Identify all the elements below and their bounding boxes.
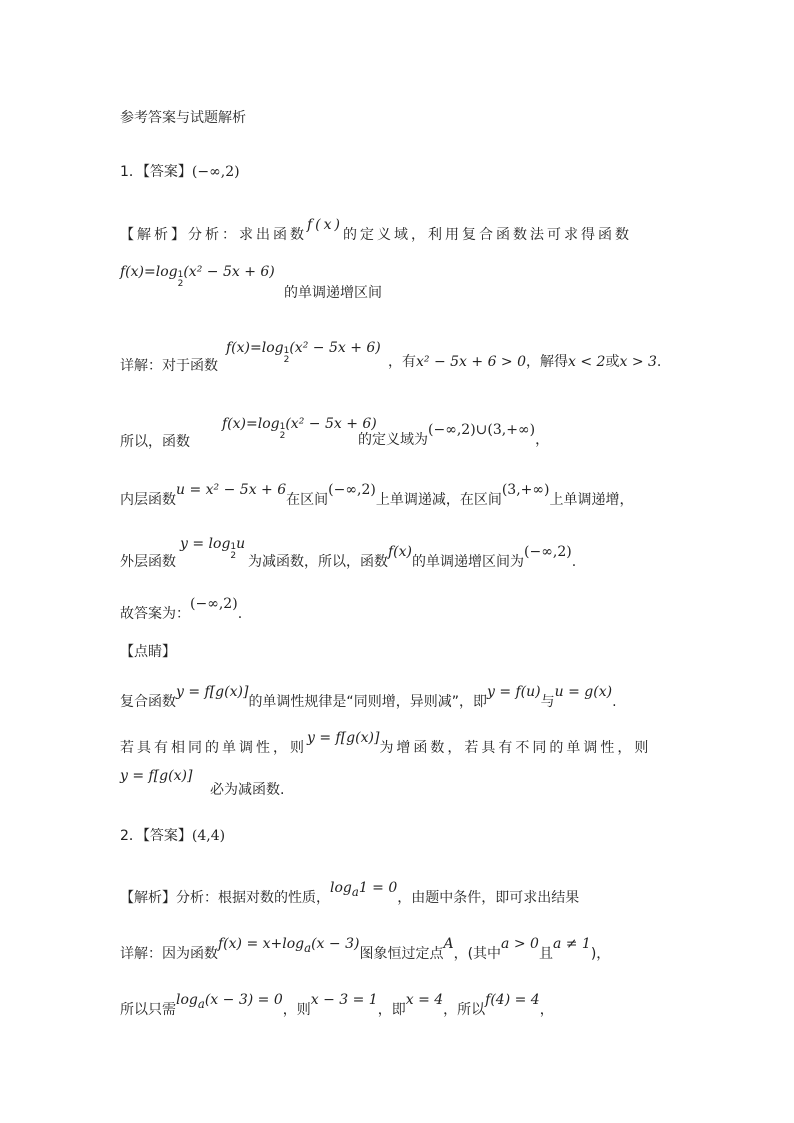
q2-solve-line [120, 992, 680, 1024]
frac-den: 2 [177, 279, 184, 289]
eq-3: f(4) = 4 [485, 992, 540, 1008]
text: 为增函数，若具有不同的单调性，则 [379, 740, 652, 756]
text: . [237, 606, 243, 622]
q1-domain-func-lhs: f(x)=log [222, 416, 280, 432]
q1-interval-dec: (−∞,2) [328, 482, 376, 498]
composite-func-2: y = f[g(x)] [307, 730, 380, 746]
text: ，有 [388, 354, 416, 370]
title-text: 参考答案与试题解析 [120, 110, 246, 126]
q1-answer-line [120, 162, 680, 182]
q1-detail-func-rhs: (x² − 5x + 6) [289, 340, 381, 356]
log-base: a [304, 940, 312, 955]
text: 内层函数 [120, 492, 176, 508]
frac-num: 1 [230, 542, 237, 552]
q1-func-rhs: (x² − 5x + 6) [183, 264, 275, 280]
text: ，所以 [443, 1002, 486, 1018]
text: 的定义域为 [358, 432, 428, 448]
q1-domain-prefix: 所以，函数 [120, 434, 190, 450]
text: . [656, 354, 662, 370]
q1-domain: (−∞,2)∪(3,+∞) [428, 422, 536, 438]
text: ， [539, 1002, 554, 1018]
frac-den: 2 [230, 551, 237, 561]
text: ， [535, 432, 550, 448]
frac-num: 1 [177, 270, 184, 280]
q1-analysis-text-2: 的定义域，利用复合函数法可求得函数 [343, 227, 633, 243]
log: log [176, 992, 198, 1008]
text: . [571, 554, 577, 570]
page-title [120, 108, 680, 128]
q1-inner-func: u = x² − 5x + 6 [176, 482, 287, 498]
frac-num: 1 [283, 346, 290, 356]
text: ，(其中 [453, 946, 502, 962]
text: ，则 [282, 1002, 311, 1018]
text: 复合函数 [120, 694, 176, 710]
dianjing-line-3 [210, 780, 770, 800]
text: 必为减函数. [210, 782, 285, 798]
q2-analysis-line [120, 880, 680, 912]
point-a: A [443, 936, 454, 952]
q1-inner-line [120, 482, 680, 510]
q1-label: 1．【答案】 [120, 164, 192, 180]
frac-num: 1 [279, 422, 286, 432]
q1-analysis-line [120, 217, 680, 245]
log-base: a [197, 996, 205, 1011]
q1-function-suffix [284, 283, 794, 303]
text: 图象恒过定点 [359, 946, 444, 962]
q2-func-rhs: (x − 3) [311, 936, 360, 952]
q2-answer-line [120, 826, 680, 846]
text: 在区间 [286, 492, 329, 508]
text: 【解析】分析：根据对数的性质， [120, 890, 330, 906]
q1-result: (−∞,2) [524, 544, 572, 560]
q1-final-answer: (−∞,2) [190, 596, 238, 612]
q1-inequality: x² − 5x + 6 > 0 [416, 354, 527, 370]
text: 且 [538, 946, 553, 962]
q2-log-prop [330, 880, 398, 899]
q1-analysis-text: 【解析】分析：求出函数 [120, 227, 307, 243]
text: 或 [605, 354, 620, 370]
q2-detail-line [120, 936, 680, 968]
log-base: a [351, 884, 359, 899]
outer-func: y = f(u) [486, 684, 541, 700]
text: ，即 [377, 1002, 406, 1018]
q1-detail-prefix: 详解：对于函数 [120, 358, 218, 374]
text: )， [590, 946, 611, 962]
q1-sol-2: x > 3 [619, 354, 657, 370]
text: 的单调性规律是“同则增，异则减”，即 [248, 694, 487, 710]
q1-domain-rest [358, 422, 794, 450]
frac-den: 2 [279, 431, 286, 441]
q1-detail-func-lhs: f(x)=log [226, 340, 284, 356]
text: 与 [540, 694, 555, 710]
q1-fx: f(x) [307, 217, 344, 233]
q1-increasing-interval-text: 的单调递增区间 [284, 285, 382, 301]
q1-sol-1: x < 2 [568, 354, 606, 370]
eq-1: x − 3 = 1 [310, 992, 378, 1008]
q1-outer-func-lhs: y = log [180, 536, 231, 552]
q1-outer-prefix: 外层函数 [120, 554, 176, 570]
inner-func: u = g(x) [554, 684, 613, 700]
dianjing-line-1 [120, 684, 680, 712]
text: ，由题中条件，即可求出结果 [397, 890, 580, 906]
q2-log-eq [176, 992, 283, 1011]
composite-func: y = f[g(x)] [176, 684, 249, 700]
log-eq-rhs: (x − 3) = 0 [204, 992, 283, 1008]
cond-1: a > 0 [501, 936, 539, 952]
cond-2: a ≠ 1 [552, 936, 591, 952]
q1-final-line [120, 596, 680, 624]
eq-2: x = 4 [405, 992, 444, 1008]
text: ，解得 [526, 354, 569, 370]
q2-func-lhs: f(x) = x+log [218, 936, 305, 952]
text: 为减函数，所以，函数 [248, 554, 388, 570]
text: . [612, 694, 617, 710]
dianjing-text: 【点睛】 [120, 644, 176, 660]
q1-outer-var: u [236, 536, 246, 552]
q1-outer-rest [248, 544, 794, 572]
q1-fx-2: f(x) [388, 544, 413, 560]
text: 若具有相同的单调性，则 [120, 740, 307, 756]
text: 所以只需 [120, 1002, 176, 1018]
dianjing-heading [120, 642, 680, 662]
text: 上单调递增， [549, 492, 634, 508]
q1-detail-rest [388, 352, 794, 372]
composite-func-3: y = f[g(x)] [120, 768, 193, 784]
text: 的单调递增区间为 [412, 554, 525, 570]
q1-domain-func-rhs: (x² − 5x + 6) [285, 416, 377, 432]
q2-func [218, 936, 360, 955]
q1-func-lhs: f(x)=log [120, 264, 178, 280]
log-value: 1 = 0 [358, 880, 398, 896]
text: 详解：因为函数 [120, 946, 218, 962]
q2-answer: (4,4) [191, 828, 226, 844]
q1-answer: (−∞,2) [191, 164, 240, 180]
q1-interval-inc: (3,+∞) [501, 482, 550, 498]
q2-label: 2．【答案】 [120, 828, 192, 844]
log: log [330, 880, 352, 896]
text: 上单调递减，在区间 [375, 492, 502, 508]
dianjing-line-2 [120, 730, 680, 758]
frac-den: 2 [283, 355, 290, 365]
text: 故答案为： [120, 606, 190, 622]
